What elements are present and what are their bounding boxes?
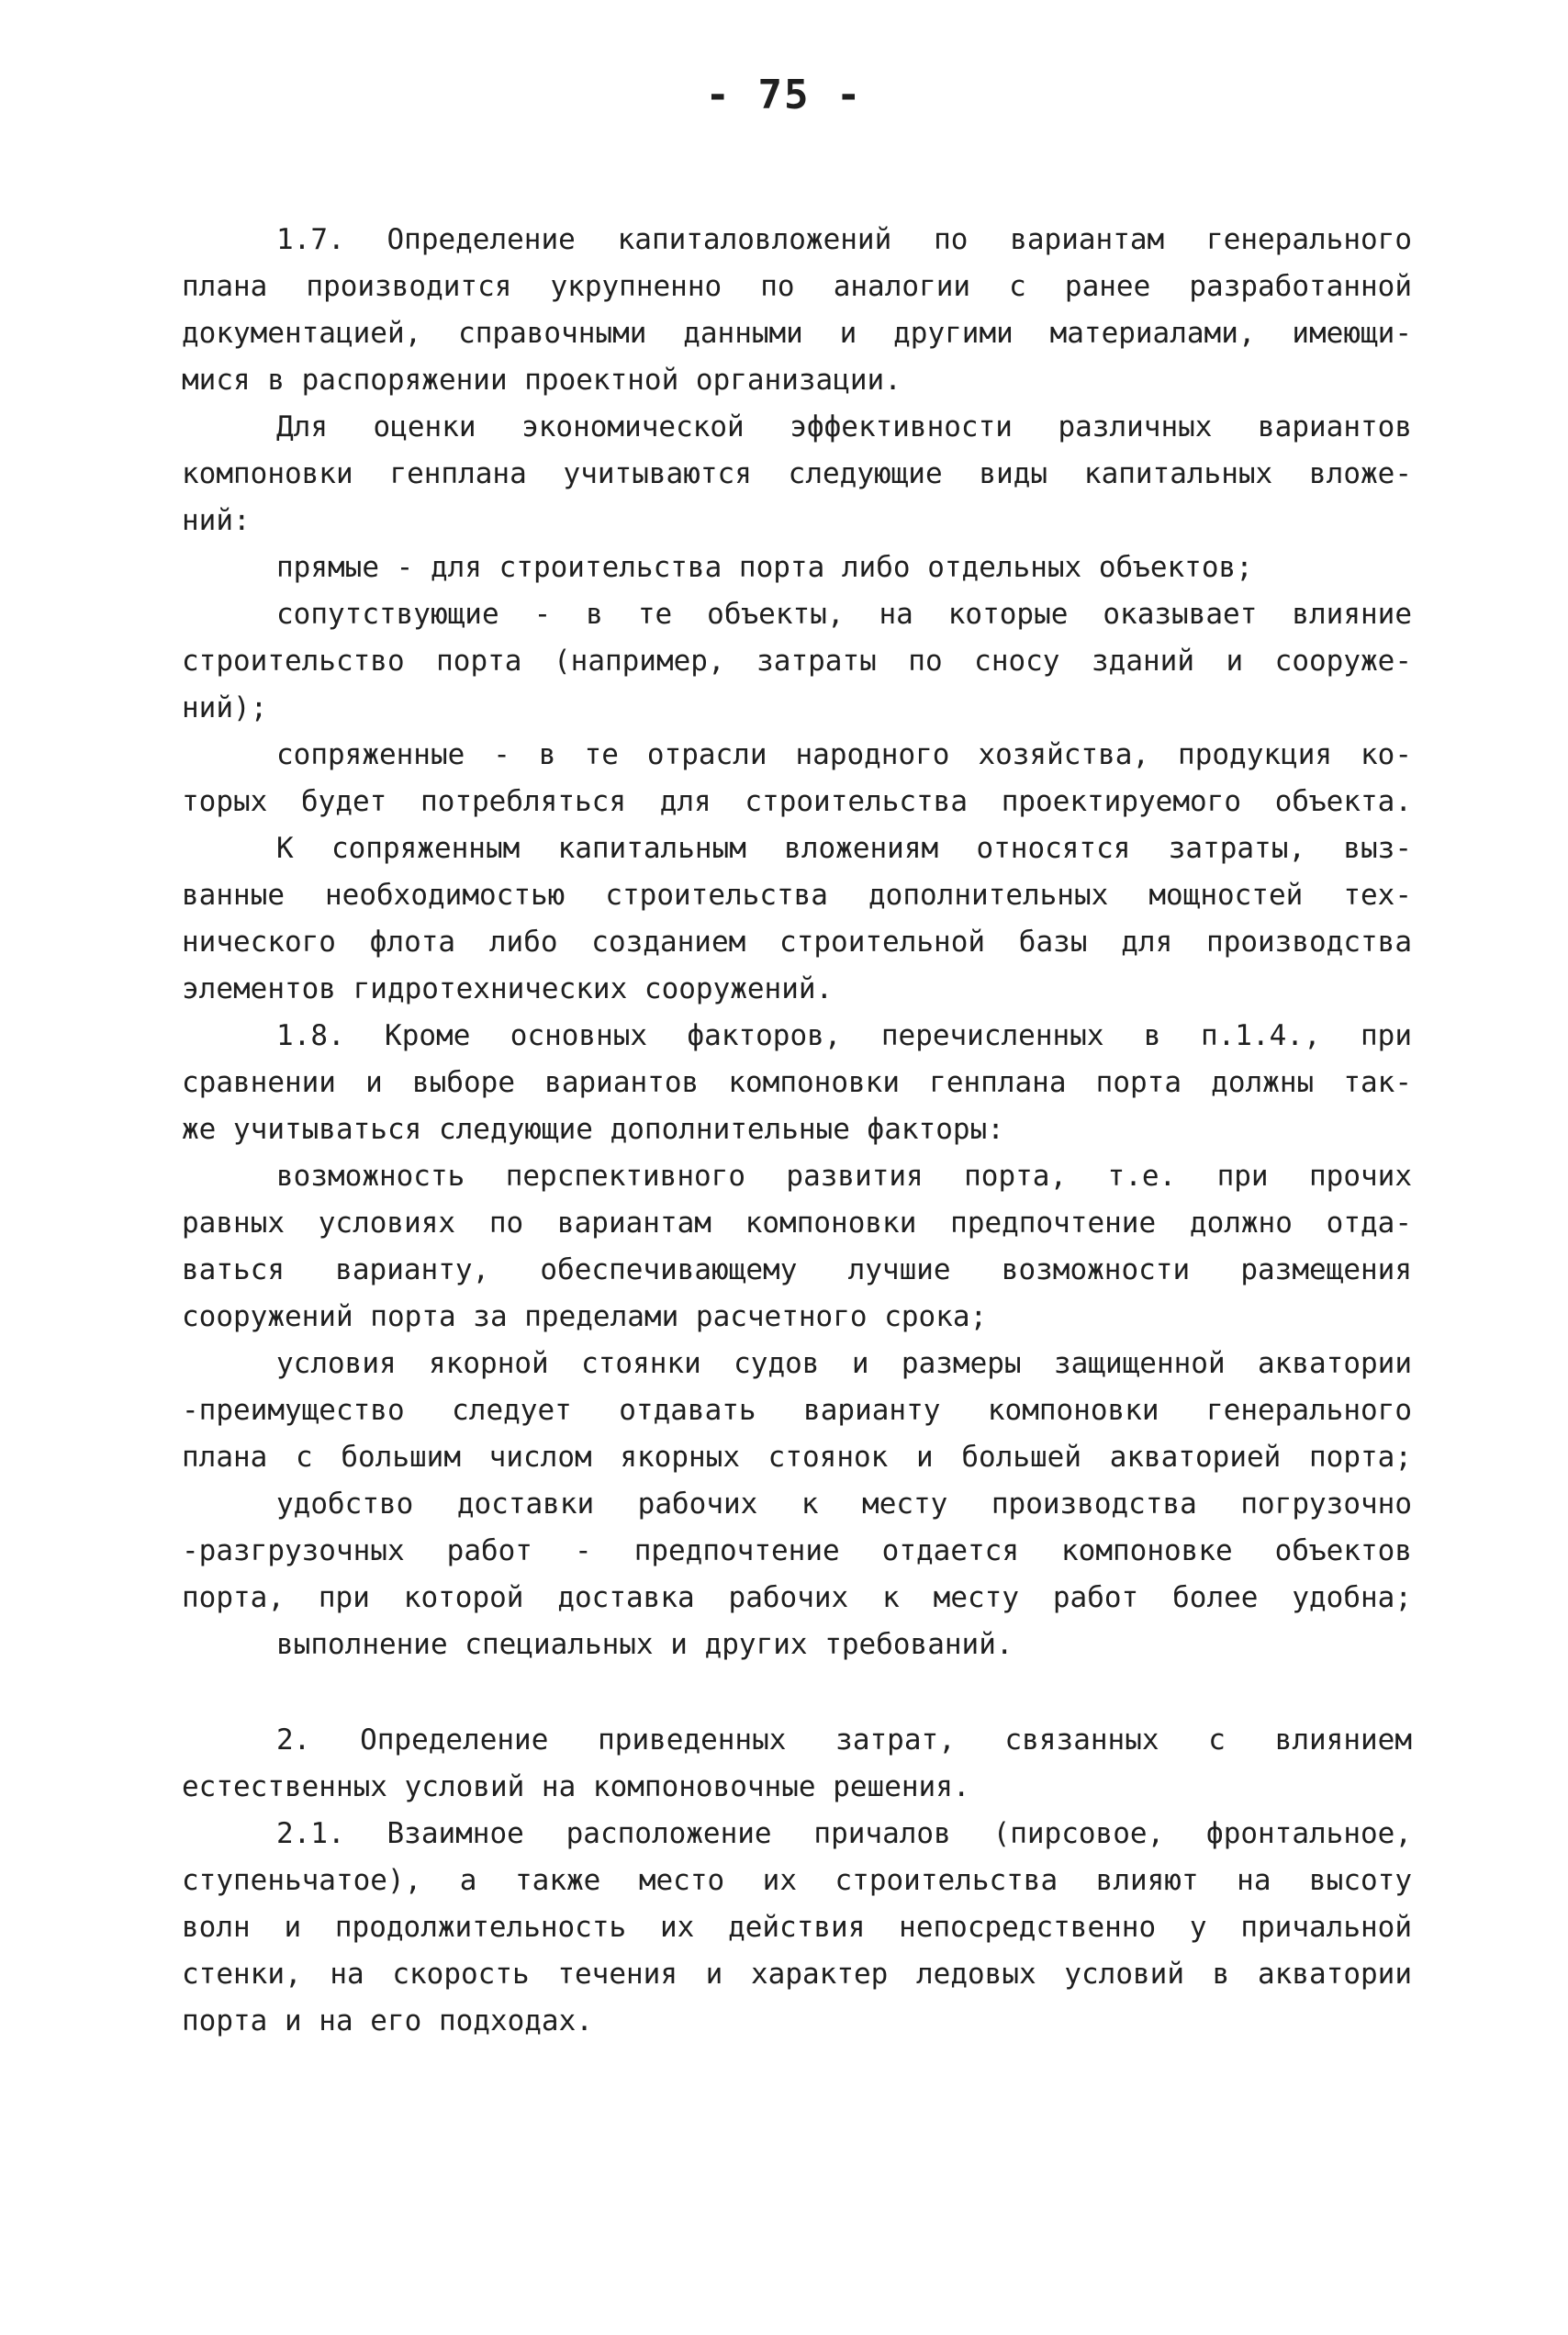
- text-line: ний);: [182, 691, 268, 724]
- text-line: естественных условий на компоновочные решения.: [182, 1770, 970, 1803]
- text-line: сооружений порта за пределами расчетного срока;: [182, 1300, 988, 1333]
- text-line: 1.8. Кроме основных факторов, перечисленных в п.1.4., при: [276, 1019, 1412, 1052]
- text-line: элементов гидротехнических сооружений.: [182, 972, 834, 1005]
- text-line: удобство доставки рабочих к месту производства погрузочно: [276, 1487, 1412, 1521]
- text-line: плана с большим числом якорных стоянок и большей акваторией порта;: [182, 1441, 1412, 1474]
- text-line: же учитываться следующие дополнительные факторы:: [182, 1113, 1004, 1146]
- text-line: прямые - для строительства порта либо отдельных объектов;: [276, 551, 1253, 584]
- text-line: компоновки генплана учитываются следующие виды капитальных вложе-: [182, 457, 1412, 490]
- text-line: 2. Определение приведенных затрат, связанных с влиянием: [276, 1723, 1412, 1757]
- text-line: равных условиях по вариантам компоновки предпочтение должно отда-: [182, 1207, 1412, 1240]
- text-line: документацией, справочными данными и другими материалами, имеющи-: [182, 317, 1412, 350]
- text-line: ваться варианту, обеспечивающему лучшие возможности размещения: [182, 1253, 1412, 1286]
- text-line: ступеньчатое), а также место их строительства влияют на высоту: [182, 1864, 1412, 1897]
- text-line: строительство порта (например, затраты по сносу зданий и сооруже-: [182, 645, 1412, 678]
- text-line: ний:: [182, 504, 251, 537]
- text-line: сопутствующие - в те объекты, на которые оказывает влияние: [276, 598, 1412, 631]
- text-line: 1.7. Определение капиталовложений по вариантам генерального: [276, 223, 1412, 256]
- text-line: -преимущество следует отдавать варианту компоновки генерального: [182, 1394, 1412, 1427]
- text-line: порта, при которой доставка рабочих к месту работ более удобна;: [182, 1581, 1412, 1614]
- text-line: торых будет потребляться для строительства проектируемого объекта.: [182, 785, 1412, 818]
- text-line: порта и на его подходах.: [182, 2004, 593, 2038]
- page-number: - 75 -: [705, 72, 863, 118]
- text-line: сравнении и выборе вариантов компоновки генплана порта должны так-: [182, 1066, 1412, 1099]
- text-line: стенки, на скорость течения и характер ледовых условий в акватории: [182, 1958, 1412, 1991]
- text-line: сопряженные - в те отрасли народного хозяйства, продукция ко-: [276, 738, 1412, 771]
- text-line: К сопряженным капитальным вложениям относятся затраты, выз-: [276, 832, 1412, 865]
- text-line: нического флота либо созданием строительной базы для производства: [182, 926, 1412, 959]
- text-line: волн и продолжительность их действия непосредственно у причальной: [182, 1911, 1412, 1944]
- text-line: плана производится укрупненно по аналогии с ранее разработанной: [182, 270, 1412, 303]
- text-line: Для оценки экономической эффективности различных вариантов: [276, 410, 1412, 443]
- text-line: 2.1. Взаимное расположение причалов (пирсовое, фронтальное,: [276, 1817, 1412, 1850]
- text-line: -разгрузочных работ - предпочтение отдается компоновке объектов: [182, 1534, 1412, 1567]
- text-line: мися в распоряжении проектной организации.: [182, 364, 902, 397]
- text-line: условия якорной стоянки судов и размеры защищенной акватории: [276, 1347, 1412, 1380]
- text-line: выполнение специальных и других требований.: [276, 1628, 1014, 1661]
- text-line: возможность перспективного развития порта, т.е. при прочих: [276, 1160, 1412, 1193]
- paragraph-gap: [182, 1668, 1412, 1717]
- document-body: [182, 217, 1412, 2045]
- text-line: ванные необходимостью строительства дополнительных мощностей тех-: [182, 879, 1412, 912]
